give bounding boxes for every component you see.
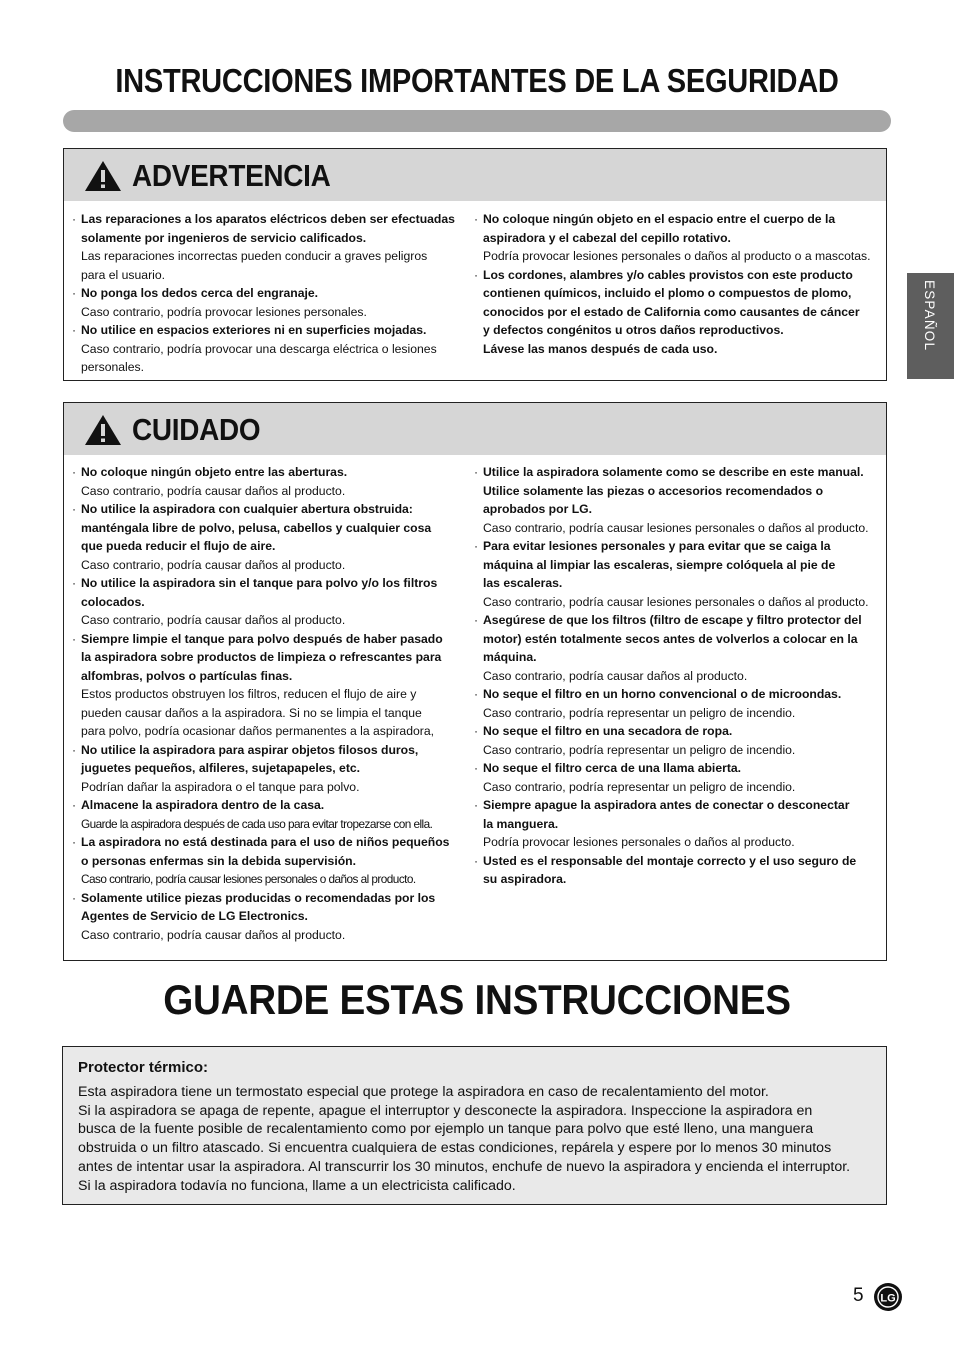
item-heading-line: Utilice la aspiradora solamente como se describe en este manual. bbox=[483, 465, 864, 479]
safety-item bbox=[474, 210, 886, 266]
warning-heading: ADVERTENCIA bbox=[132, 158, 331, 193]
item-heading-line: manténgala libre de polvo, pelusa, cabellos y cualquier cosa bbox=[81, 520, 432, 535]
item-heading-line: No utilice la aspiradora para aspirar objetos filosos duros, bbox=[81, 742, 419, 757]
item-heading-line: No utilice la aspiradora sin el tanque para polvo y/o los filtros bbox=[81, 576, 438, 590]
item-heading-line: máquina. bbox=[483, 650, 537, 664]
safety-item bbox=[474, 685, 886, 722]
safety-item bbox=[72, 796, 472, 833]
item-detail-line: personales. bbox=[81, 360, 145, 374]
item-heading-line: o personas enfermas sin la debida supervisión. bbox=[81, 853, 356, 868]
thermal-line: obstruida o un filtro atascado. Si encuentra cualquiera de estas condiciones, repárela y espere por lo menos 30 minutos bbox=[78, 1140, 832, 1157]
item-heading-line: No seque el filtro en un horno convencional o de microondas. bbox=[483, 687, 842, 701]
item-detail-line: Caso contrario, podría representar un peligro de incendio. bbox=[483, 705, 796, 720]
bullet-icon: · bbox=[72, 576, 77, 590]
item-detail-line: para polvo, podría ocasionar daños permanentes a la aspiradora, bbox=[81, 724, 434, 738]
safety-item bbox=[474, 266, 886, 359]
caution-right-column bbox=[474, 463, 886, 889]
safety-item bbox=[474, 759, 886, 796]
item-heading-line: No ponga los dedos cerca del engranaje. bbox=[81, 286, 319, 300]
bullet-icon: · bbox=[72, 212, 77, 226]
item-heading-line: No coloque ningún objeto entre las aberturas. bbox=[81, 465, 348, 479]
item-heading-line: Lávese las manos después de cada uso. bbox=[483, 341, 718, 356]
item-heading-line: No seque el filtro cerca de una llama abierta. bbox=[483, 761, 742, 775]
bullet-icon: · bbox=[72, 835, 77, 849]
item-heading-line: juguetes pequeños, alfileres, sujetapapeles, etc. bbox=[81, 761, 361, 775]
item-detail-line: Caso contrario, podría causar daños al producto. bbox=[81, 613, 346, 627]
item-heading-line: No utilice la aspiradora con cualquier abertura obstruida: bbox=[81, 502, 413, 516]
thermal-line: antes de intentar usar la aspiradora. Al transcurrir los 30 minutos, enchufe de nuevo la aspiradora y encienda el interruptor. bbox=[78, 1158, 851, 1175]
item-heading-line: colocados. bbox=[81, 594, 145, 609]
item-heading-line: Solamente utilice piezas producidas o recomendadas por los bbox=[81, 890, 436, 905]
item-heading-line: Para evitar lesiones personales y para evitar que se caiga la bbox=[483, 539, 831, 553]
warning-header bbox=[64, 149, 886, 201]
item-heading-line: Siempre apague la aspiradora antes de conectar o desconectar bbox=[483, 798, 850, 812]
item-detail-line: Caso contrario, podría causar daños al producto. bbox=[81, 483, 346, 498]
caution-section bbox=[63, 402, 887, 961]
lg-logo-text: LG bbox=[880, 1292, 896, 1305]
bullet-icon: · bbox=[474, 539, 479, 553]
safety-item bbox=[72, 630, 472, 741]
item-detail-line: Podrían dañar la aspiradora o el tanque para polvo. bbox=[81, 779, 360, 794]
warning-triangle-icon bbox=[84, 160, 122, 192]
bullet-icon: · bbox=[72, 742, 77, 757]
thermal-protector-text bbox=[78, 1083, 893, 1195]
bullet-icon: · bbox=[474, 761, 479, 775]
item-heading-line: conocidos por el estado de California como causantes de cáncer bbox=[483, 304, 860, 319]
bullet-icon: · bbox=[474, 798, 479, 812]
bullet-icon: · bbox=[72, 465, 77, 479]
item-detail-line: pueden causar daños a la aspiradora. Si no se limpia el tanque bbox=[81, 705, 422, 720]
bullet-icon: · bbox=[474, 853, 479, 868]
item-heading-line: y defectos congénitos u otros daños reproductivos. bbox=[483, 323, 784, 337]
bullet-icon: · bbox=[72, 890, 77, 905]
item-detail-line: Podría provocar lesiones personales o daños al producto. bbox=[483, 835, 795, 849]
page-title: INSTRUCCIONES IMPORTANTES DE LA SEGURIDAD bbox=[115, 62, 839, 99]
item-heading-line: la aspiradora sobre productos de limpieza o refrescantes para bbox=[81, 650, 442, 664]
language-tab bbox=[907, 273, 954, 379]
safety-item bbox=[474, 722, 886, 759]
item-heading-line: Utilice solamente las piezas o accesorios recomendados o bbox=[483, 483, 824, 498]
item-detail-line: Caso contrario, podría causar lesiones personales o daños al producto. bbox=[483, 594, 869, 609]
item-heading-line: solamente por ingenieros de servicio calificados. bbox=[81, 230, 367, 245]
item-detail-line: Caso contrario, podría causar daños al producto. bbox=[81, 557, 346, 572]
thermal-line: Si la aspiradora todavía no funciona, llame a un electricista calificado. bbox=[78, 1177, 516, 1194]
bullet-icon: · bbox=[474, 267, 479, 282]
bullet-icon: · bbox=[72, 798, 77, 812]
thermal-protector-section bbox=[62, 1046, 887, 1205]
bullet-icon: · bbox=[72, 286, 77, 300]
safety-item bbox=[474, 611, 886, 685]
caution-heading: CUIDADO bbox=[132, 412, 261, 447]
safety-item bbox=[72, 741, 472, 797]
safety-item bbox=[72, 833, 472, 889]
thermal-protector-heading: Protector térmico: bbox=[78, 1059, 209, 1076]
item-heading-line: motor) estén totalmente secos antes de volverlos a colocar en la bbox=[483, 631, 858, 646]
item-detail-line: Podría provocar lesiones personales o daños al producto o a mascotas. bbox=[483, 249, 871, 263]
item-detail-line: Guarde la aspiradora después de cada uso para evitar tropezarse con ella. bbox=[81, 816, 433, 831]
item-heading-line: Las reparaciones a los aparatos eléctricos deben ser efectuadas bbox=[81, 212, 455, 226]
item-heading-line: Usted es el responsable del montaje correcto y el uso seguro de bbox=[483, 853, 857, 868]
item-heading-line: la manguera. bbox=[483, 816, 559, 831]
page-number: 5 bbox=[853, 1285, 864, 1306]
safety-item bbox=[72, 574, 472, 630]
warning-section bbox=[63, 148, 887, 381]
item-detail-line: Caso contrario, podría causar daños al producto. bbox=[81, 927, 346, 942]
item-heading-line: Siempre limpie el tanque para polvo después de haber pasado bbox=[81, 631, 443, 646]
thermal-line: Si la aspiradora se apaga de repente, apague el interruptor y desconecte la aspiradora. Inspeccione la aspiradora en bbox=[78, 1102, 813, 1119]
thermal-line: Esta aspiradora tiene un termostato especial que protege la aspiradora en caso de recalentamiento del motor. bbox=[78, 1084, 769, 1100]
language-tab-label: ESPAÑOL bbox=[922, 280, 937, 352]
bullet-icon: · bbox=[72, 502, 77, 516]
item-heading-line: aprobados por LG. bbox=[483, 502, 593, 516]
save-instructions-title: GUARDE ESTAS INSTRUCCIONES bbox=[163, 976, 791, 1023]
item-detail-line: Caso contrario, podría representar un peligro de incendio. bbox=[483, 742, 796, 757]
item-heading-line: Almacene la aspiradora dentro de la casa. bbox=[81, 798, 325, 812]
safety-item bbox=[474, 796, 886, 852]
warning-left-column bbox=[72, 210, 472, 377]
item-heading-line: máquina al limpiar las escaleras, siempre colóquela al pie de bbox=[483, 557, 836, 572]
item-heading-line: alfombras, polvos o partículas finas. bbox=[81, 668, 293, 683]
item-heading-line: las escaleras. bbox=[483, 576, 563, 590]
warning-right-column bbox=[474, 210, 886, 358]
safety-item bbox=[72, 500, 472, 574]
item-heading-line: contienen químicos, incluido el plomo o compuestos de plomo, bbox=[483, 286, 852, 300]
item-detail-line: Caso contrario, podría representar un peligro de incendio. bbox=[483, 779, 796, 794]
title-divider-bar bbox=[63, 110, 891, 132]
item-detail-line: Caso contrario, podría causar lesiones personales o daños al producto. bbox=[81, 872, 416, 886]
caution-header bbox=[64, 403, 886, 455]
caution-triangle-icon bbox=[84, 414, 122, 446]
bullet-icon: · bbox=[72, 631, 77, 646]
item-heading-line: No coloque ningún objeto en el espacio entre el cuerpo de la bbox=[483, 212, 836, 226]
safety-item bbox=[72, 321, 472, 377]
bullet-icon: · bbox=[474, 465, 479, 479]
item-heading-line: No utilice en espacios exteriores ni en superficies mojadas. bbox=[81, 323, 427, 337]
safety-item bbox=[474, 852, 886, 889]
item-detail-line: Caso contrario, podría causar daños al producto. bbox=[483, 668, 748, 683]
item-heading-line: No seque el filtro en una secadora de ropa. bbox=[483, 724, 733, 738]
item-heading-line: Asegúrese de que los filtros (filtro de escape y filtro protector del bbox=[483, 613, 862, 627]
bullet-icon: · bbox=[72, 323, 77, 337]
caution-left-column bbox=[72, 463, 472, 944]
item-detail-line: Las reparaciones incorrectas pueden conducir a graves peligros bbox=[81, 249, 428, 263]
item-heading-line: Agentes de Servicio de LG Electronics. bbox=[81, 909, 308, 923]
item-heading-line: su aspiradora. bbox=[483, 872, 567, 886]
item-heading-line: que pueda reducir el flujo de aire. bbox=[81, 539, 276, 553]
safety-item bbox=[474, 537, 886, 611]
item-detail-line: Caso contrario, podría causar lesiones personales o daños al producto. bbox=[483, 520, 869, 535]
thermal-line: busca de la fuente posible de recalentamiento como por ejemplo un tanque para polvo que esté lleno, una manguera bbox=[78, 1121, 814, 1138]
item-heading-line: aspiradora y el cabezal del cepillo rotativo. bbox=[483, 230, 731, 245]
item-detail-line: Caso contrario, podría provocar lesiones personales. bbox=[81, 304, 367, 319]
item-detail-line: Estos productos obstruyen los filtros, reducen el flujo de aire y bbox=[81, 687, 417, 701]
safety-item bbox=[72, 463, 472, 500]
item-detail-line: Caso contrario, podría provocar una descarga eléctrica o lesiones bbox=[81, 341, 437, 356]
bullet-icon: · bbox=[474, 613, 479, 627]
safety-item bbox=[72, 284, 472, 321]
bullet-icon: · bbox=[474, 724, 479, 738]
bullet-icon: · bbox=[474, 687, 479, 701]
item-heading-line: La aspiradora no está destinada para el uso de niños pequeños bbox=[81, 835, 450, 849]
safety-item bbox=[72, 210, 472, 284]
item-detail-line: para el usuario. bbox=[81, 267, 166, 282]
lg-logo bbox=[873, 1282, 903, 1312]
safety-item bbox=[474, 463, 886, 537]
item-heading-line: Los cordones, alambres y/o cables provistos con este producto bbox=[483, 267, 853, 282]
safety-item bbox=[72, 889, 472, 945]
bullet-icon: · bbox=[474, 212, 479, 226]
